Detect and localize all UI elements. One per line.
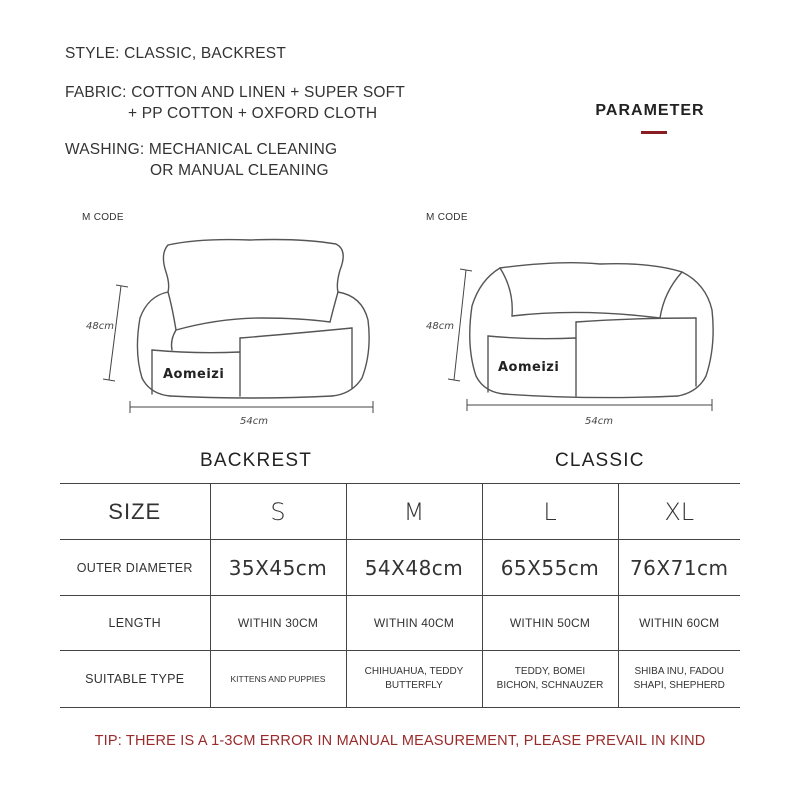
outer-diameter-m: 54X48cm bbox=[346, 540, 482, 596]
washing-spec-line-2: OR MANUAL CLEANING bbox=[150, 162, 329, 179]
length-xl: WITHIN 60CM bbox=[618, 596, 740, 651]
backrest-code-label: M CODE bbox=[82, 212, 124, 223]
size-l: L bbox=[482, 484, 618, 540]
table-row bbox=[60, 540, 740, 596]
table-row bbox=[60, 596, 740, 651]
classic-height-line bbox=[454, 270, 466, 380]
fabric-spec-line-2: + PP COTTON + OXFORD CLOTH bbox=[128, 105, 378, 122]
outer-diameter-xl: 76X71cm bbox=[618, 540, 740, 596]
suitable-type-xl-line-1: SHIBA INU, FADOU bbox=[634, 666, 724, 677]
outer-diameter-l: 65X55cm bbox=[482, 540, 618, 596]
table-row bbox=[60, 484, 740, 540]
washing-spec-line-1: WASHING: MECHANICAL CLEANING bbox=[65, 141, 338, 158]
suitable-type-s-line-1: KITTENS AND PUPPIES bbox=[230, 674, 326, 684]
backrest-height-label: 48cm bbox=[86, 321, 114, 332]
size-header: SIZE bbox=[60, 484, 210, 540]
suitable-type-m-line-1: CHIHUAHUA, TEDDY bbox=[364, 666, 464, 677]
size-s: S bbox=[210, 484, 346, 540]
parameter-title: PARAMETER bbox=[595, 102, 705, 119]
suitable-type-xl-line-2: SHAPI, SHEPHERD bbox=[633, 680, 725, 691]
suitable-type-l-line-1: TEDDY, BOMEI bbox=[514, 666, 586, 677]
classic-code-label: M CODE bbox=[426, 212, 468, 223]
classic-width-label: 54cm bbox=[585, 416, 613, 427]
suitable-type-m bbox=[346, 651, 482, 708]
classic-height-label: 48cm bbox=[426, 321, 454, 332]
suitable-type-m-line-2: BUTTERFLY bbox=[385, 680, 443, 691]
size-table bbox=[60, 483, 740, 708]
fabric-spec-line-1: FABRIC: COTTON AND LINEN + SUPER SOFT bbox=[65, 84, 405, 101]
backrest-width-label: 54cm bbox=[240, 416, 268, 427]
length-label: LENGTH bbox=[60, 596, 210, 651]
length-l: WITHIN 50CM bbox=[482, 596, 618, 651]
backrest-height-line bbox=[109, 286, 121, 380]
backrest-brand-logo: Aomeizi bbox=[163, 367, 225, 382]
outer-diameter-s: 35X45cm bbox=[210, 540, 346, 596]
suitable-type-l-line-2: BICHON, SCHNAUZER bbox=[496, 680, 604, 691]
backrest-caption: BACKREST bbox=[200, 450, 313, 471]
suitable-type-xl bbox=[618, 651, 740, 708]
length-m: WITHIN 40CM bbox=[346, 596, 482, 651]
measurement-tip: TIP: THERE IS A 1-3CM ERROR IN MANUAL MEASUREMENT, PLEASE PREVAIL IN KIND bbox=[94, 733, 706, 749]
size-xl: XL bbox=[618, 484, 740, 540]
size-m: M bbox=[346, 484, 482, 540]
classic-caption: CLASSIC bbox=[555, 450, 645, 471]
classic-bed-sketch bbox=[470, 263, 713, 398]
classic-brand-logo: Aomeizi bbox=[498, 360, 560, 375]
table-row bbox=[60, 651, 740, 708]
suitable-type-label: SUITABLE TYPE bbox=[60, 651, 210, 708]
suitable-type-s bbox=[210, 651, 346, 708]
outer-diameter-label: OUTER DIAMETER bbox=[60, 540, 210, 596]
length-s: WITHIN 30CM bbox=[210, 596, 346, 651]
style-spec: STYLE: CLASSIC, BACKREST bbox=[65, 45, 287, 62]
suitable-type-l bbox=[482, 651, 618, 708]
